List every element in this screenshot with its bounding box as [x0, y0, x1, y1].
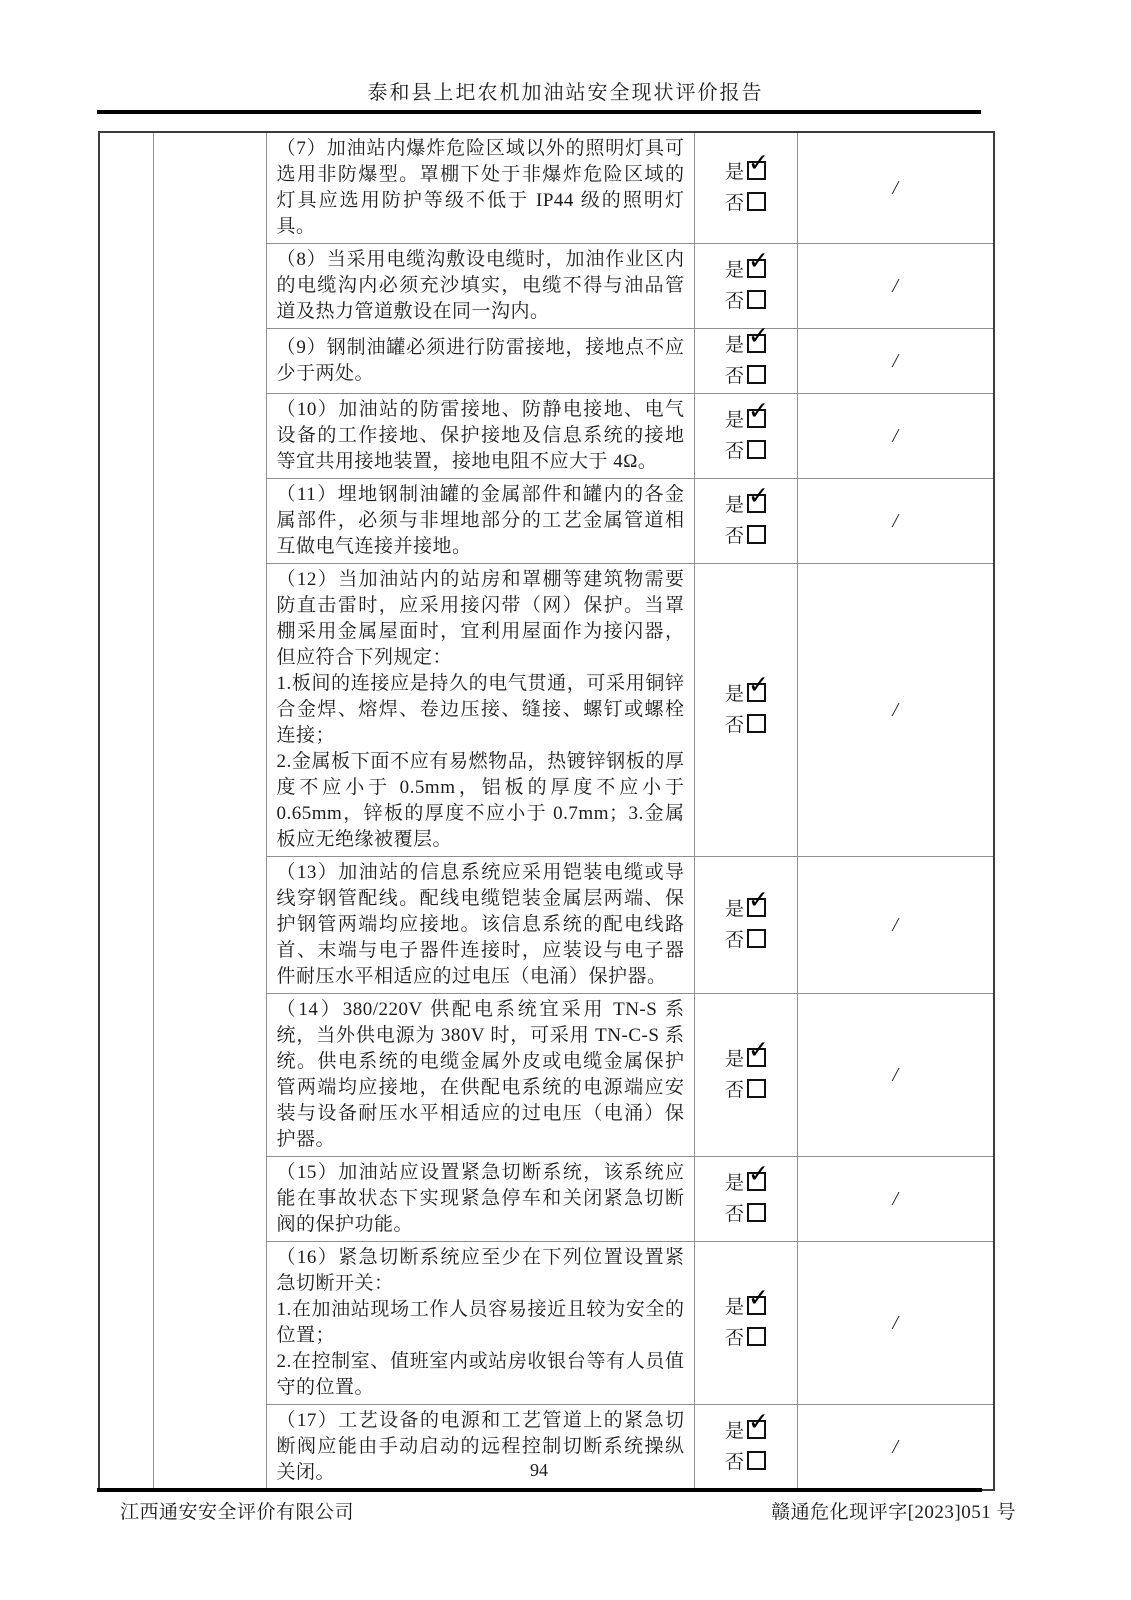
yes-option: [724, 148, 769, 188]
checkbox-group: [724, 148, 769, 219]
no-label: 否: [724, 441, 744, 462]
result-cell: /: [797, 394, 994, 479]
requirement-paragraph: （17）工艺设备的电源和工艺管道上的紧急切断阀应能由手动启动的远程控制切断系统操纵关闭。: [276, 1410, 685, 1483]
no-checkbox: [747, 525, 766, 544]
result-cell: /: [797, 857, 994, 994]
left-index-column-cell: [99, 132, 153, 1490]
answer-cell: [694, 244, 797, 329]
yes-label: 是: [724, 335, 744, 356]
checkbox-group: [724, 1035, 769, 1106]
checklist-tbody: [99, 132, 994, 1490]
answer-cell: [694, 479, 797, 564]
result-cell: /: [797, 1405, 994, 1491]
requirement-paragraph: （15）加油站应设置紧急切断系统，该系统应能在事故状态下实现紧急停车和关闭紧急切断阀的保护功能。: [276, 1162, 685, 1235]
yes-checkbox: [747, 481, 769, 513]
requirement-cell: [266, 857, 694, 994]
requirement-cell: [266, 479, 694, 564]
answer-cell: [694, 994, 797, 1157]
yes-checkbox: [747, 1283, 769, 1315]
checkbox-group: [724, 885, 769, 956]
no-checkbox: [747, 1203, 766, 1222]
yes-option: [724, 481, 769, 521]
yes-option: [724, 1159, 769, 1199]
requirement-cell: [266, 329, 694, 394]
requirement-cell: [266, 564, 694, 857]
yes-option: [724, 885, 769, 925]
requirement-cell: [266, 1157, 694, 1242]
no-label: 否: [724, 526, 744, 547]
yes-label: 是: [724, 1421, 744, 1442]
result-cell: /: [797, 994, 994, 1157]
requirement-paragraph: （7）加油站内爆炸危险区域以外的照明灯具可选用非防爆型。罩棚下处于非爆炸危险区域的灯具应选用防护等级不低于 IP44 级的照明灯具。: [276, 138, 685, 237]
no-checkbox: [747, 365, 766, 384]
check-mark-icon: ✓: [748, 885, 769, 914]
yes-option: [724, 1283, 769, 1323]
check-mark-icon: ✓: [748, 670, 769, 699]
checkbox-group: [724, 481, 769, 552]
requirement-paragraph: （13）加油站的信息系统应采用铠装电缆或导线穿钢管配线。配线电缆铠装金属层两端、保护钢管两端均应接地。该信息系统的配电线路首、末端与电子器件连接时，应装设与电子器件耐压水平相适应的过电压（电涌）保护器。: [276, 862, 685, 987]
checkbox-group: [724, 1283, 769, 1354]
requirement-paragraph: （14）380/220V 供配电系统宜采用 TN-S 系统，当外供电源为 380V 时，可采用 TN-C-S 系统。供电系统的电缆金属外皮或电缆金属保护管两端均应接地，在供配电系统的电源端应安装与设备耐压水平相适应的过电压（电涌）保护器。: [276, 999, 685, 1150]
no-label: 否: [724, 1452, 744, 1473]
yes-checkbox: [747, 1159, 769, 1191]
requirement-cell: [266, 132, 694, 244]
no-label: 否: [724, 193, 744, 214]
yes-option: [724, 1407, 769, 1447]
yes-checkbox: [747, 246, 769, 278]
checkbox-group: [724, 396, 769, 467]
no-checkbox: [747, 1327, 766, 1346]
no-label: 否: [724, 930, 744, 951]
yes-checkbox: [747, 1035, 769, 1067]
requirement-paragraph: 1.在加油站现场工作人员容易接近且较为安全的位置；: [276, 1299, 685, 1346]
requirement-paragraph: （16）紧急切断系统应至少在下列位置设置紧急切断开关：: [276, 1247, 685, 1294]
no-option: [725, 710, 766, 741]
no-option: [725, 286, 766, 317]
result-cell: /: [797, 132, 994, 244]
page-number: 94: [530, 1460, 548, 1480]
requirement-paragraph: （9）钢制油罐必须进行防雷接地，接地点不应少于两处。: [276, 337, 685, 384]
yes-label: 是: [724, 1173, 744, 1194]
yes-label: 是: [724, 495, 744, 516]
no-option: [725, 188, 766, 219]
no-option: [725, 436, 766, 467]
no-checkbox: [747, 1079, 766, 1098]
yes-label: 是: [724, 1297, 744, 1318]
result-cell: /: [797, 1242, 994, 1405]
check-mark-icon: ✓: [748, 1283, 769, 1312]
check-mark-icon: ✓: [748, 246, 769, 275]
requirement-cell: [266, 1242, 694, 1405]
check-mark-icon: ✓: [748, 1035, 769, 1064]
check-mark-icon: ✓: [748, 1407, 769, 1436]
answer-cell: [694, 132, 797, 244]
yes-checkbox: [747, 670, 769, 702]
no-checkbox: [747, 714, 766, 733]
result-cell: /: [797, 1157, 994, 1242]
no-option: [725, 1199, 766, 1230]
no-option: [725, 521, 766, 552]
requirement-cell: [266, 394, 694, 479]
requirement-cell: [266, 994, 694, 1157]
yes-option: [724, 321, 769, 361]
no-label: 否: [724, 1328, 744, 1349]
requirement-paragraph: （11）埋地钢制油罐的金属部件和罐内的各金属部件，必须与非埋地部分的工艺金属管道相互做电气连接并接地。: [276, 484, 685, 557]
requirement-paragraph: （8）当采用电缆沟敷设电缆时，加油作业区内的电缆沟内必须充沙填实，电缆不得与油品管道及热力管道敷设在同一沟内。: [276, 249, 685, 322]
no-label: 否: [724, 715, 744, 736]
requirement-cell: [266, 244, 694, 329]
result-cell: /: [797, 479, 994, 564]
no-label: 否: [724, 1204, 744, 1225]
result-cell: /: [797, 564, 994, 857]
checkbox-group: [724, 321, 769, 392]
no-checkbox: [747, 192, 766, 211]
yes-option: [724, 246, 769, 286]
yes-label: 是: [724, 162, 744, 183]
yes-checkbox: [747, 321, 769, 353]
no-label: 否: [724, 366, 744, 387]
yes-checkbox: [747, 885, 769, 917]
yes-option: [724, 1035, 769, 1075]
answer-cell: [694, 1157, 797, 1242]
yes-label: 是: [724, 899, 744, 920]
no-option: [725, 361, 766, 392]
yes-label: 是: [724, 260, 744, 281]
left-category-column-cell: [153, 132, 266, 1490]
check-mark-icon: ✓: [748, 321, 769, 350]
footer-rule: [97, 1488, 982, 1492]
answer-cell: [694, 564, 797, 857]
answer-cell: [694, 857, 797, 994]
no-label: 否: [724, 291, 744, 312]
check-mark-icon: ✓: [748, 148, 769, 177]
page-title: 泰和县上圯农机加油站安全现状评价报告: [367, 82, 764, 104]
footer: [98, 1497, 1016, 1524]
yes-checkbox: [747, 1407, 769, 1439]
requirement-paragraph: 2.在控制室、值班室内或站房收银台等有人员值守的位置。: [276, 1351, 685, 1398]
check-mark-icon: ✓: [748, 481, 769, 510]
checkbox-group: [724, 246, 769, 317]
answer-cell: [694, 394, 797, 479]
check-mark-icon: ✓: [748, 396, 769, 425]
footer-company-name: 江西通安安全评价有限公司: [120, 1502, 355, 1523]
result-cell: /: [797, 329, 994, 394]
requirement-paragraph: （12）当加油站内的站房和罩棚等建筑物需要防直击雷时，应采用接闪带（网）保护。当罩棚采用金属屋面时，宜利用屋面作为接闪器，但应符合下列规定：: [276, 569, 685, 668]
yes-checkbox: [747, 396, 769, 428]
requirement-paragraph: （10）加油站的防雷接地、防静电接地、电气设备的工作接地、保护接地及信息系统的接地等宜共用接地装置，接地电阻不应大于 4Ω。: [276, 399, 685, 472]
yes-checkbox: [747, 148, 769, 180]
answer-cell: [694, 321, 797, 394]
no-label: 否: [724, 1080, 744, 1101]
result-cell: /: [797, 244, 994, 329]
checklist-table: [98, 131, 995, 1491]
no-checkbox: [747, 929, 766, 948]
checkbox-group: [724, 670, 769, 741]
requirement-paragraph: 1.板间的连接应是持久的电气贯通，可采用铜锌合金焊、熔焊、卷边压接、缝接、螺钉或螺栓连接；: [276, 673, 685, 746]
no-checkbox: [747, 440, 766, 459]
yes-label: 是: [724, 1049, 744, 1070]
requirement-paragraph: 2.金属板下面不应有易燃物品，热镀锌钢板的厚度不应小于 0.5mm，铝板的厚度不应小于 0.65mm，锌板的厚度不应小于 0.7mm；3.金属板应无绝缘被覆层。: [276, 751, 685, 850]
yes-option: [724, 670, 769, 710]
yes-label: 是: [724, 410, 744, 431]
table-row: [99, 132, 994, 244]
footer-report-number: 赣通危化现评字[2023]051 号: [771, 1502, 1016, 1523]
check-mark-icon: ✓: [748, 1159, 769, 1188]
yes-option: [724, 396, 769, 436]
no-option: [725, 1075, 766, 1106]
yes-label: 是: [724, 684, 744, 705]
no-option: [725, 1323, 766, 1354]
no-checkbox: [747, 290, 766, 309]
header-rule: [97, 110, 981, 114]
no-option: [725, 925, 766, 956]
checkbox-group: [724, 1159, 769, 1230]
answer-cell: [694, 1242, 797, 1405]
